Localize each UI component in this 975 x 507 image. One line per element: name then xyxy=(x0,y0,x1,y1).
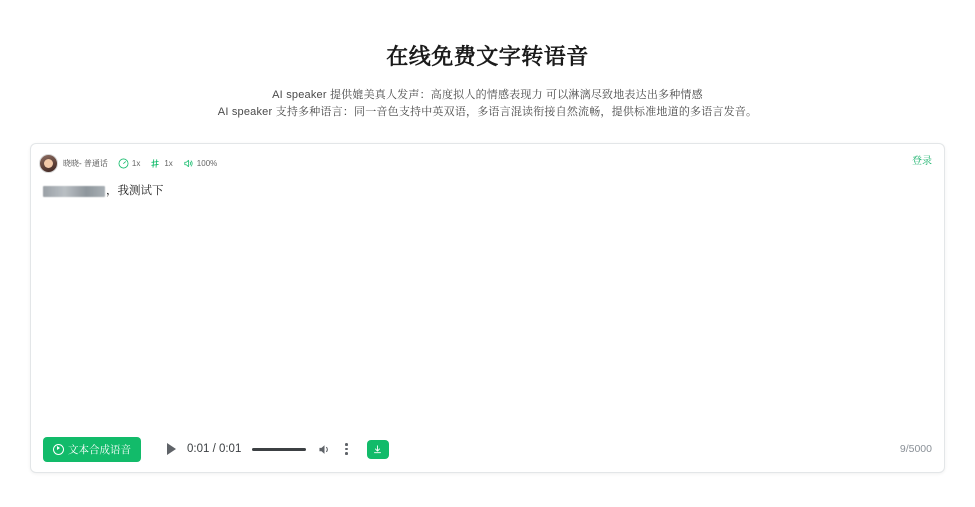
speed-label: 1x xyxy=(131,158,141,168)
text-input-area[interactable] xyxy=(31,176,944,410)
login-link[interactable]: 登录 xyxy=(912,156,932,167)
subtitle-line-2: AI speaker 支持多种语言：同一音色支持中英双语，多语言混读衔接自然流畅，提供标准地道的多语言发音。 xyxy=(217,106,758,118)
synthesize-label: 文本合成语音 xyxy=(68,443,131,456)
download-button[interactable] xyxy=(367,440,389,459)
editor-text-line xyxy=(43,182,932,200)
sharp-note-icon xyxy=(150,158,161,169)
page-title: 在线免费文字转语音 xyxy=(386,44,589,69)
play-icon[interactable] xyxy=(167,443,176,455)
download-icon xyxy=(372,444,383,455)
play-circle-icon xyxy=(53,444,64,455)
speed-control[interactable] xyxy=(118,158,140,169)
mute-speaker-icon[interactable] xyxy=(317,442,332,457)
pitch-control[interactable] xyxy=(150,158,172,169)
volume-label: 100% xyxy=(196,158,218,168)
avatar xyxy=(39,154,58,173)
voice-name-label: 晓晓- 普通话 xyxy=(63,158,108,168)
editor-card xyxy=(30,143,945,473)
editor-text-suffix: ，我测试下 xyxy=(106,185,164,197)
speedometer-icon xyxy=(118,158,129,169)
voice-selector[interactable] xyxy=(39,154,108,173)
subtitle-line-1: AI speaker 提供媲美真人发声：高度拟人的情感表现力 可以淋漓尽致地表达出多种情感 xyxy=(272,89,703,101)
speaker-icon xyxy=(183,158,194,169)
pitch-label: 1x xyxy=(164,158,173,168)
volume-control[interactable] xyxy=(183,158,217,169)
page-subtitle xyxy=(0,87,975,121)
synthesize-button[interactable] xyxy=(43,437,141,462)
redacted-text xyxy=(43,186,105,197)
time-display: 0:01 / 0:01 xyxy=(187,443,242,455)
editor-toolbar xyxy=(31,144,944,176)
progress-slider[interactable] xyxy=(252,448,306,451)
editor-bottom-bar xyxy=(31,426,944,472)
audio-player xyxy=(167,440,389,459)
more-options-icon[interactable] xyxy=(343,441,350,457)
character-count: 9/5000 xyxy=(899,443,932,455)
